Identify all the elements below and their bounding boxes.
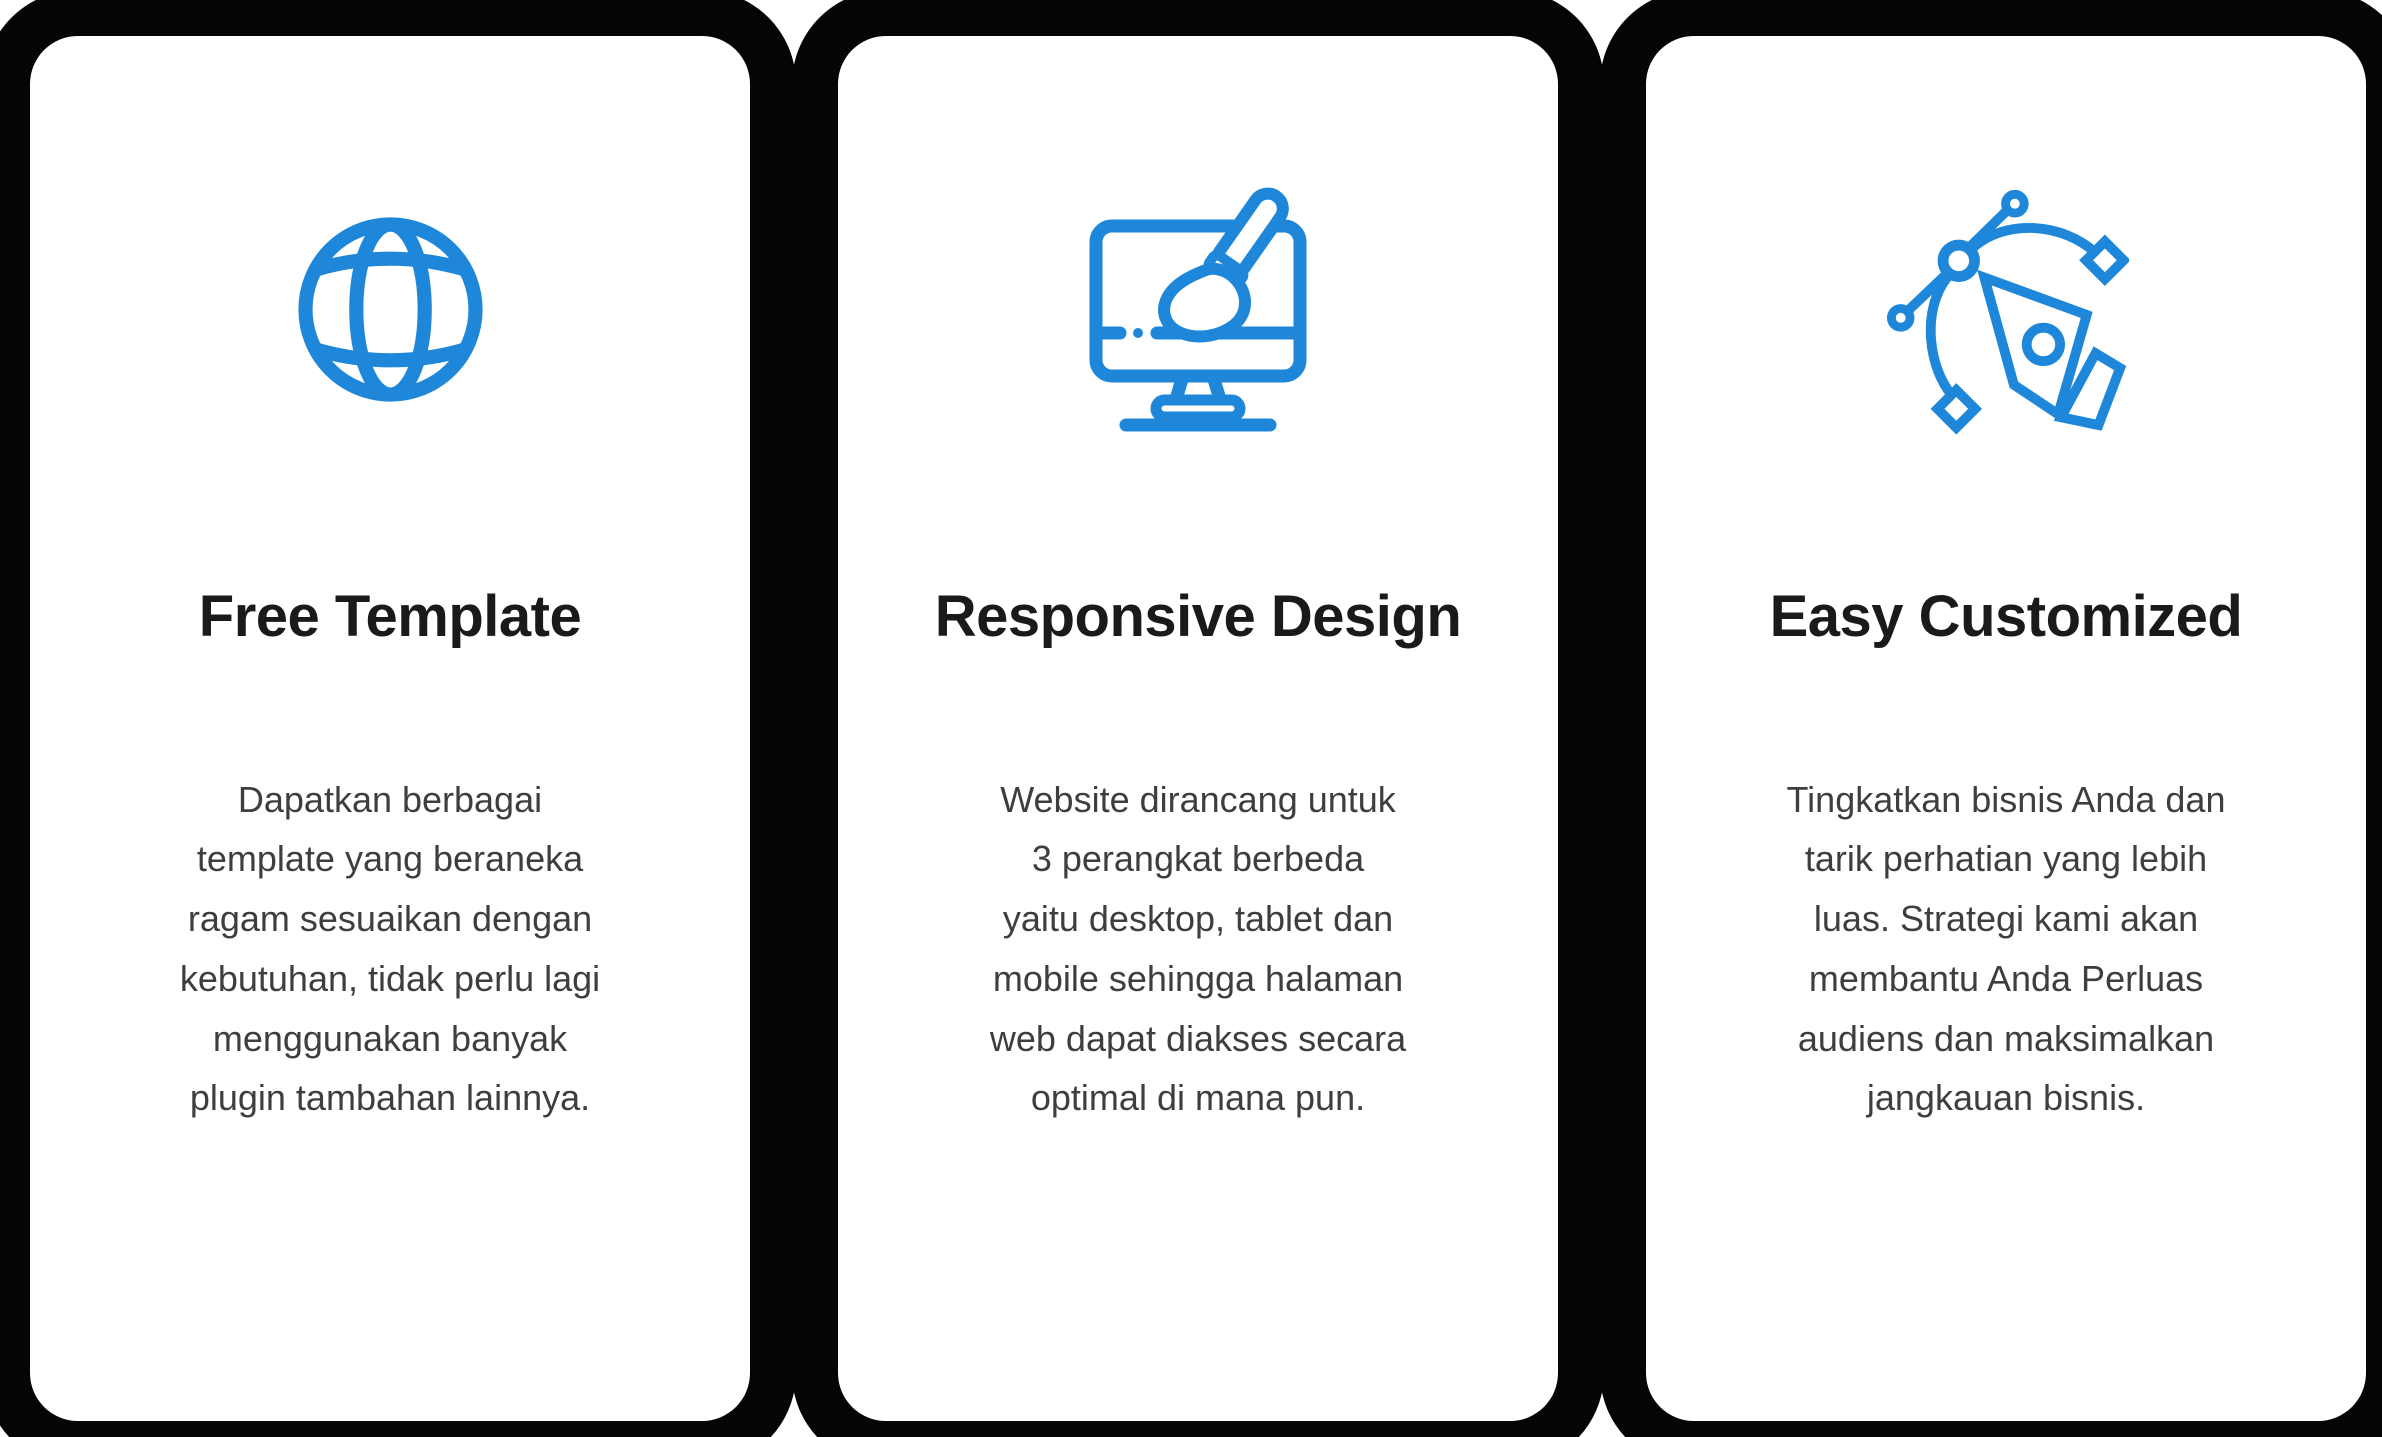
feature-description: Website dirancang untuk 3 perangkat berbeda yaitu desktop, tablet dan mobile sehingga halaman web dapat diakses secara optimal di mana pun. [989, 778, 1407, 1119]
feature-description: Tingkatkan bisnis Anda dan tarik perhatian yang lebih luas. Strategi kami akan membantu Anda Perluas audiens dan maksimalkan jangkauan bisnis. [1786, 778, 2226, 1119]
feature-title: Easy Customized [1769, 584, 2243, 649]
feature-title: Responsive Design [934, 584, 1462, 649]
pen-tool-icon [1883, 184, 2129, 434]
globe-icon [283, 184, 498, 434]
feature-card-responsive-design [838, 36, 1558, 1421]
feature-card-easy-customized [1646, 36, 2366, 1421]
monitor-paintbrush-icon [1080, 184, 1316, 434]
feature-description: Dapatkan berbagai template yang beraneka ragam sesuaikan dengan kebutuhan, tidak perlu lagi menggunakan banyak plugin tambahan lainnya. [179, 778, 601, 1119]
feature-card-free-template [30, 36, 750, 1421]
feature-title: Free Template [198, 584, 582, 649]
